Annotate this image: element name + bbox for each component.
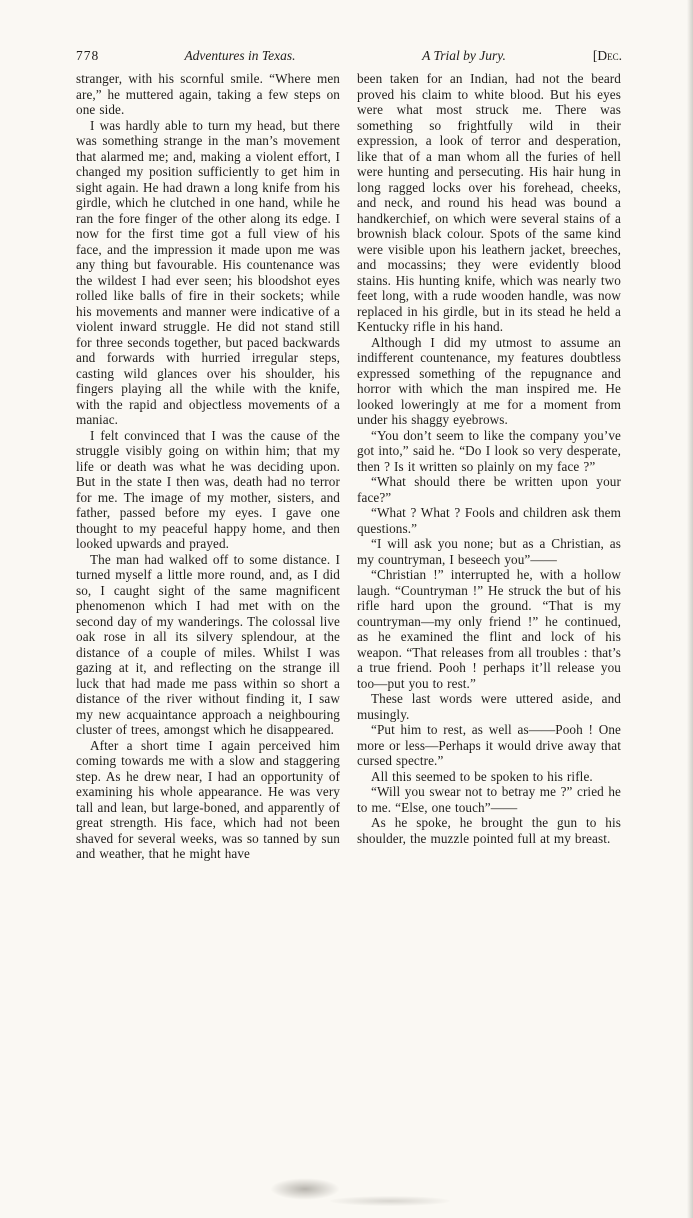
paragraph: “What should there be written upon your face?” [357,474,621,505]
paragraph: “Put him to rest, as well as——Pooh ! One more or less—Perhaps it would drive away that cursed spectre.” [357,722,621,768]
page-number: 778 [76,48,100,63]
paragraph: All this seemed to be spoken to his rifle. [371,768,593,784]
scan-edge-shadow [687,0,693,1218]
paragraph: Although I did my utmost to assume an indifferent countenance, my features doubtless expressed something of the repugnance and horror with which the man inspired me. He looked loweringly at me for a moment from under his shaggy eyebrows. [357,334,621,427]
paragraph: “Christian !” interrupted he, with a hollow laugh. “Countryman !” He struck the but of his rifle hard upon the ground. “That is my countryman—my only friend !” he continued, as he examined the flint and lock of his weapon. “That releases from all troubles : that’s a true friend. Pooh ! perhaps it’ll release you too—put you to rest.” [357,567,621,691]
paragraph: I felt convinced that I was the cause of the struggle visibly going on within him; that my life or death was what he was deciding upon. But in the state I then was, death had no terror for me. The image of my mother, sisters, and father, passed before my eyes. I gave one thought to my peaceful happy home, and then looked upwards and prayed. [76,427,340,551]
running-title-right: A Trial by Jury. [422,48,506,63]
paragraph: stranger, with his scornful smile. “Where men are,” he muttered again, taking a few steps on one side. [76,71,340,117]
scan-smudge [330,1196,450,1206]
issue-date: [Dec. [592,48,622,63]
paragraph: I was hardly able to turn my head, but there was something strange in the man’s movement that alarmed me; and, making a violent effort, I changed my position sufficiently to get him in sight again. He had drawn a long knife from his girdle, which he clutched in one hand, while he ran the fore finger of the other along its edge. I now for the first time got a full view of his face, and the impression it made upon me was any thing but favourable. His countenance was the wildest I had ever seen; his bloodshot eyes rolled like balls of fire in their sockets; while his movements and manner were indicative of a violent inward struggle. He did not stand still for three seconds together, but paced backwards and forwards with hurried irregular steps, casting wild glances over his shoulder, his fingers playing all the while with the knife, with the rapid and objectless movements of a maniac. [76,117,340,427]
page-content [76,48,622,862]
running-title-left: Adventures in Texas. [184,48,296,63]
paragraph: These last words were uttered aside, and musingly. [357,691,621,722]
running-head [76,48,622,64]
paragraph: been taken for an Indian, had not the beard proved his claim to white blood. But his eyes were what most struck me. There was something so frightfully wild in their expression, a look of terror and desperation, like that of a man whom all the furies of hell were hunting and persecuting. His hair hung in long ragged locks over his forehead, cheeks, and neck, and round his head was bound a handkerchief, on which were several stains of a brownish black colour. Spots of the same kind were visible upon his leathern jacket, breeches, and mocassins; they were evidently blood stains. His hunting knife, which was nearly two feet long, with a rude wooden handle, was now replaced in his girdle, but in its stead he held a Kentucky rifle in his hand. [357,71,621,334]
paragraph: As he spoke, he brought the gun to his shoulder, the muzzle pointed full at my breast. [357,815,621,846]
paragraph: “Will you swear not to betray me ?” cried he to me. “Else, one touch”—— [357,784,621,815]
paragraph: The man had walked off to some distance. I turned myself a little more round, and, as I did so, I caught sight of the same magnificent phenomenon which I had met with on the second day of my wanderings. The colossal live oak rose in all its silvery splendour, at the distance of a couple of miles. Whilst I was gazing at it, and reflecting on the strange ill luck that had made me pass within so short a distance of the river without finding it, I saw my new acquaintance approach a neighbouring cluster of trees, amongst which he disappeared. [76,551,340,737]
left-column [76,71,340,862]
paragraph: “I will ask you none; but as a Christian, as my countryman, I beseech you”—— [357,536,621,567]
paragraph: After a short time I again perceived him coming towards me with a slow and staggering step. As he drew near, I had an opportunity of examining his whole appearance. He was very tall and lean, but large-boned, and apparently of great strength. His face, which had not been shaved for several weeks, was so tanned by sun and weather, that he might have [76,737,340,861]
scan-smudge [270,1178,340,1200]
paragraph: “What ? What ? Fools and children ask them questions.” [357,505,621,536]
text-columns [76,71,622,862]
paragraph: “You don’t seem to like the company you’ve got into,” said he. “Do I look so very desperate, then ? Is it written so plainly on my face ?” [357,427,621,474]
right-column [357,71,621,862]
